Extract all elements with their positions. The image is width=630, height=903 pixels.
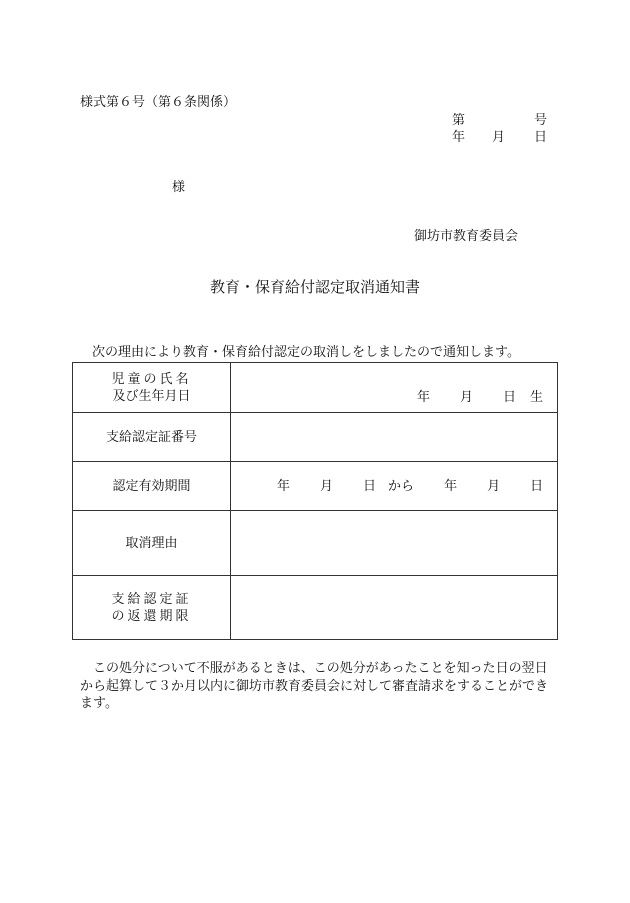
table-row-child (73, 363, 558, 413)
intro-text: 次の理由により教育・保育給付認定の取消しをしましたので通知します。 (92, 345, 520, 360)
return-label-cell (73, 576, 231, 640)
child-label-line2: 及び生年月日 (112, 388, 191, 404)
child-label-line1: 児童の氏名 (111, 371, 192, 387)
notice-table (72, 362, 558, 640)
cert-number-label: 支給認定証番号 (73, 413, 231, 462)
table-row-reason (73, 511, 558, 576)
table-row-validity (73, 462, 558, 511)
issue-date-year: 年 (452, 130, 466, 145)
reason-label: 取消理由 (73, 511, 231, 576)
document-number-suffix: 号 (534, 113, 548, 128)
validity-from-month: 月 (320, 478, 334, 494)
document-title: 教育・保育給付認定取消通知書 (209, 278, 420, 296)
issue-date-month: 月 (492, 130, 506, 145)
return-label-line1: 支給認定証 (111, 591, 192, 607)
return-label-line2: の返還期限 (111, 608, 192, 624)
child-label-cell (73, 363, 231, 413)
validity-value (231, 462, 558, 511)
form-number: 様式第６号（第６条関係） (80, 95, 237, 110)
validity-to-month: 月 (487, 478, 501, 494)
validity-label: 認定有効期間 (73, 462, 231, 511)
validity-from-year: 年 (277, 478, 291, 494)
birth-month: 月 (459, 390, 473, 405)
table-row-return-deadline (73, 576, 558, 640)
birth-suffix: 生 (529, 390, 543, 405)
child-value-cell (231, 363, 558, 413)
birth-day: 日 (502, 390, 516, 405)
issuer-name: 御坊市教育委員会 (414, 229, 519, 244)
table-row-cert-number (73, 413, 558, 462)
validity-to-year: 年 (444, 478, 458, 494)
validity-from-day: 日 (363, 478, 377, 494)
birth-date-suffix (417, 389, 543, 406)
validity-to-day: 日 (530, 478, 544, 494)
cert-number-value (231, 413, 558, 462)
reason-value (231, 511, 558, 576)
addressee-suffix: 様 (172, 180, 186, 195)
issue-date-day: 日 (534, 130, 548, 145)
validity-kara: から (388, 478, 415, 494)
appeal-notice: この処分について不服があるときは、この処分があったことを知った日の翌日から起算して３か月以内に御坊市教育委員会に対して審査請求をすることができます。 (80, 661, 549, 711)
return-deadline-value (231, 576, 558, 640)
birth-year: 年 (416, 390, 430, 405)
document-number-label: 第 (452, 113, 466, 128)
